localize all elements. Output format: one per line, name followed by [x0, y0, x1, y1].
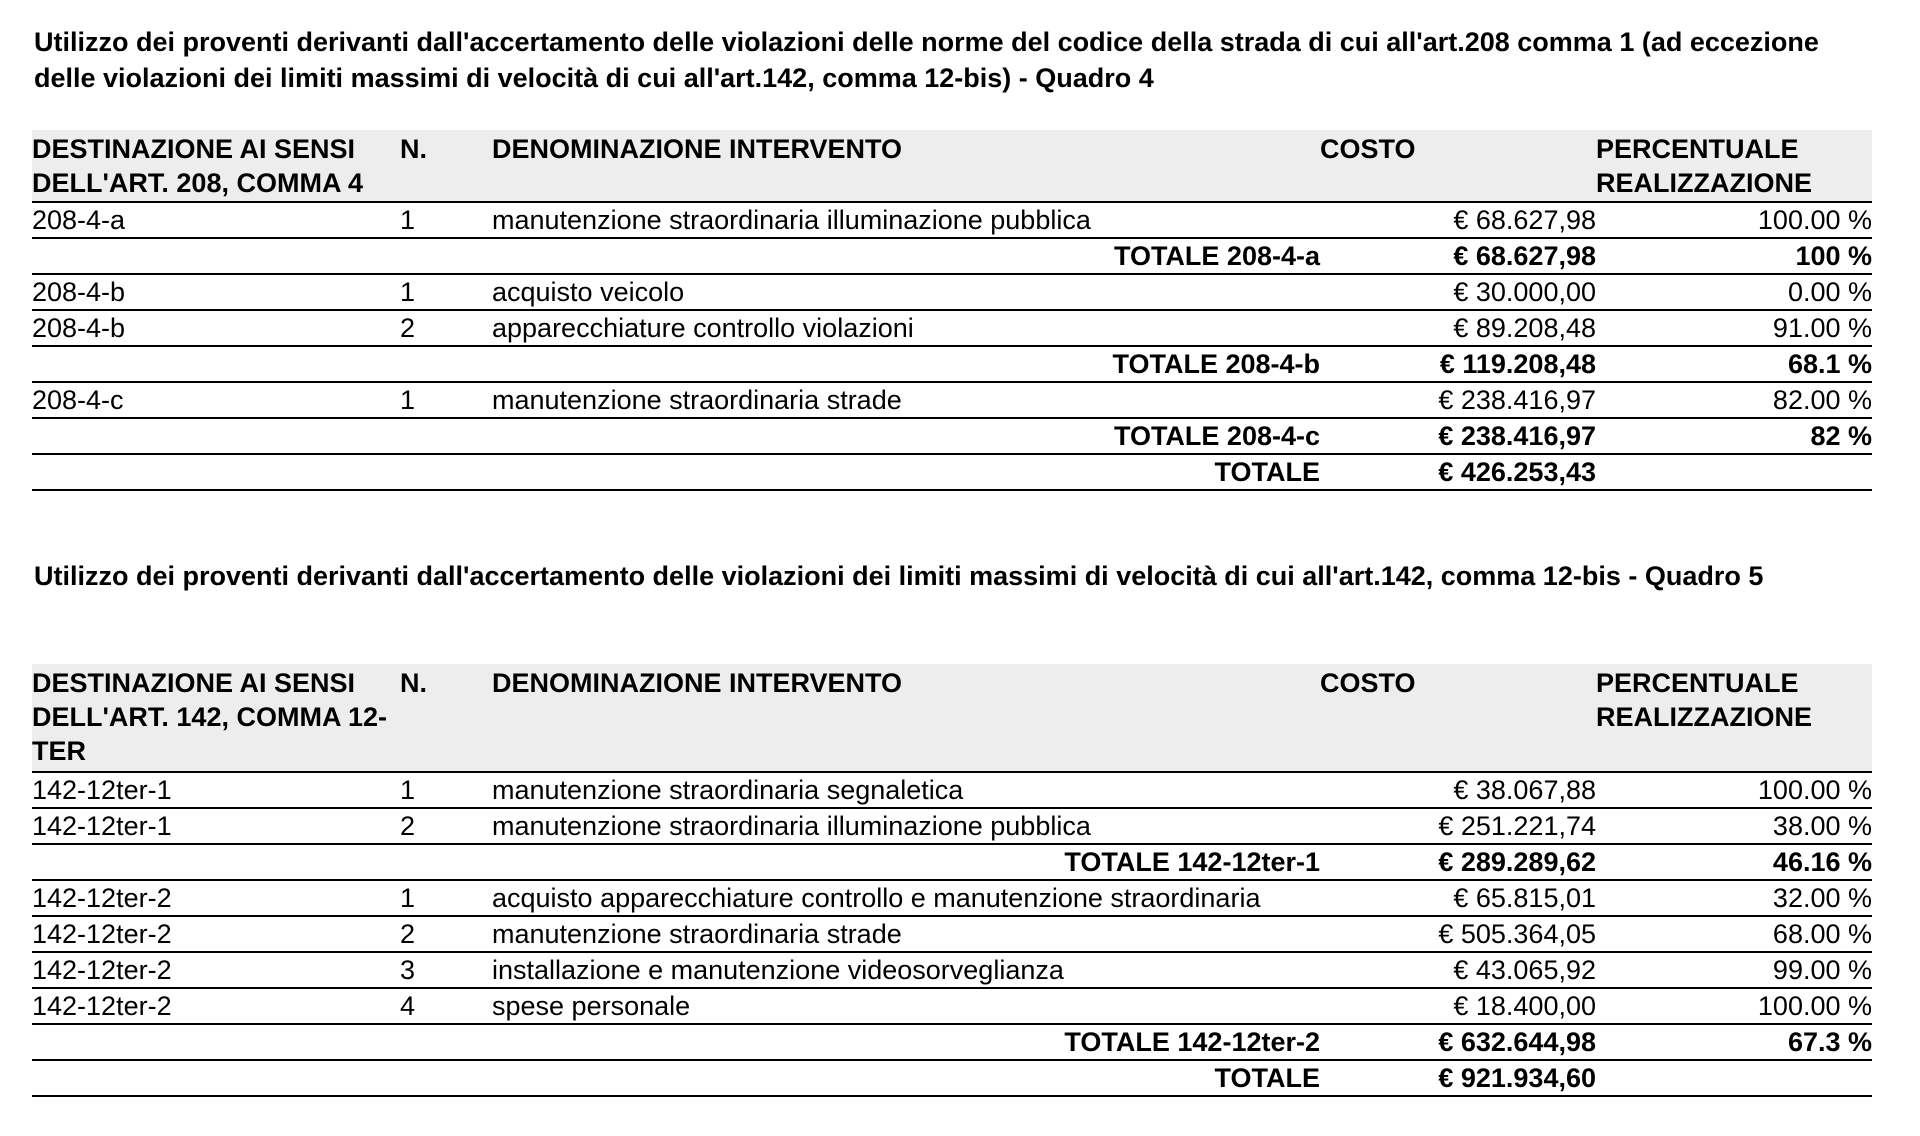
subtotal-costo: € 238.416,97: [1320, 418, 1596, 454]
cell-percentuale: 68.00 %: [1596, 916, 1872, 952]
cell-costo: € 30.000,00: [1320, 274, 1596, 310]
cell-denominazione: acquisto veicolo: [492, 274, 1320, 310]
total-empty: [1596, 454, 1872, 490]
cell-denominazione: apparecchiature controllo violazioni: [492, 310, 1320, 346]
subtotal-percentuale: 82 %: [1596, 418, 1872, 454]
cell-n: 1: [400, 382, 492, 418]
cell-destinazione: 142-12ter-2: [32, 880, 400, 916]
subtotal-costo: € 632.644,98: [1320, 1024, 1596, 1060]
header-n: N.: [400, 664, 492, 772]
subtotal-row: [32, 238, 1872, 274]
table-row: [32, 952, 1872, 988]
subtotal-label: TOTALE 142-12ter-1: [32, 844, 1320, 880]
cell-denominazione: manutenzione straordinaria segnaletica: [492, 772, 1320, 808]
cell-denominazione: manutenzione straordinaria illuminazione pubblica: [492, 202, 1320, 238]
cell-n: 3: [400, 952, 492, 988]
table-row: [32, 880, 1872, 916]
section2-title: Utilizzo dei proventi derivanti dall'accertamento delle violazioni dei limiti massimi di velocità di cui all'art.142, comma 12-bis - Quadro 5: [34, 561, 1764, 591]
cell-costo: € 68.627,98: [1320, 202, 1596, 238]
table-row: [32, 202, 1872, 238]
cell-percentuale: 38.00 %: [1596, 808, 1872, 844]
cell-denominazione: installazione e manutenzione videosorveglianza: [492, 952, 1320, 988]
cell-n: 1: [400, 274, 492, 310]
subtotal-row: [32, 346, 1872, 382]
header-percentuale: PERCENTUALE REALIZZAZIONE: [1596, 664, 1872, 772]
cell-percentuale: 99.00 %: [1596, 952, 1872, 988]
cell-destinazione: 208-4-a: [32, 202, 400, 238]
subtotal-label: TOTALE 208-4-a: [32, 238, 1320, 274]
table-row: [32, 916, 1872, 952]
subtotal-percentuale: 100 %: [1596, 238, 1872, 274]
quadro4-header-row: [32, 130, 1872, 202]
quadro5-header-row: [32, 664, 1872, 772]
cell-destinazione: 208-4-c: [32, 382, 400, 418]
table-row: [32, 274, 1872, 310]
table-row: [32, 988, 1872, 1024]
subtotal-costo: € 68.627,98: [1320, 238, 1596, 274]
subtotal-row: [32, 418, 1872, 454]
total-label: TOTALE: [32, 1060, 1320, 1096]
quadro5-table: [32, 664, 1872, 1097]
subtotal-percentuale: 46.16 %: [1596, 844, 1872, 880]
cell-denominazione: spese personale: [492, 988, 1320, 1024]
cell-n: 2: [400, 310, 492, 346]
cell-n: 1: [400, 880, 492, 916]
subtotal-label: TOTALE 142-12ter-2: [32, 1024, 1320, 1060]
cell-n: 2: [400, 808, 492, 844]
subtotal-percentuale: 67.3 %: [1596, 1024, 1872, 1060]
cell-denominazione: manutenzione straordinaria illuminazione pubblica: [492, 808, 1320, 844]
total-row: [32, 1060, 1872, 1096]
cell-denominazione: acquisto apparecchiature controllo e manutenzione straordinaria: [492, 880, 1320, 916]
cell-destinazione: 208-4-b: [32, 274, 400, 310]
table-row: [32, 772, 1872, 808]
header-costo: COSTO: [1320, 664, 1596, 772]
header-percentuale: PERCENTUALE REALIZZAZIONE: [1596, 130, 1872, 202]
cell-denominazione: manutenzione straordinaria strade: [492, 916, 1320, 952]
header-denominazione: DENOMINAZIONE INTERVENTO: [492, 664, 1320, 772]
table-row: [32, 808, 1872, 844]
cell-destinazione: 142-12ter-2: [32, 952, 400, 988]
header-n: N.: [400, 130, 492, 202]
subtotal-label: TOTALE 208-4-b: [32, 346, 1320, 382]
cell-n: 4: [400, 988, 492, 1024]
total-label: TOTALE: [32, 454, 1320, 490]
header-destinazione: DESTINAZIONE AI SENSI DELL'ART. 142, COMMA 12-TER: [32, 664, 400, 772]
header-destinazione: DESTINAZIONE AI SENSI DELL'ART. 208, COMMA 4: [32, 130, 400, 202]
cell-percentuale: 82.00 %: [1596, 382, 1872, 418]
cell-destinazione: 142-12ter-1: [32, 808, 400, 844]
cell-costo: € 18.400,00: [1320, 988, 1596, 1024]
section1-title: Utilizzo dei proventi derivanti dall'accertamento delle violazioni delle norme del codice della strada di cui all'art.208 comma 1 (ad eccezione delle violazioni dei limiti massimi di velocità di cui all'art.142, comma 12-bis) - Quadro 4: [34, 27, 1819, 93]
cell-percentuale: 100.00 %: [1596, 988, 1872, 1024]
subtotal-label: TOTALE 208-4-c: [32, 418, 1320, 454]
cell-percentuale: 100.00 %: [1596, 772, 1872, 808]
cell-destinazione: 142-12ter-2: [32, 916, 400, 952]
quadro4-table: [32, 130, 1872, 491]
cell-percentuale: 91.00 %: [1596, 310, 1872, 346]
table-row: [32, 382, 1872, 418]
cell-costo: € 238.416,97: [1320, 382, 1596, 418]
subtotal-row: [32, 1024, 1872, 1060]
cell-percentuale: 32.00 %: [1596, 880, 1872, 916]
total-row: [32, 454, 1872, 490]
cell-n: 1: [400, 202, 492, 238]
total-empty: [1596, 1060, 1872, 1096]
subtotal-costo: € 289.289,62: [1320, 844, 1596, 880]
cell-costo: € 43.065,92: [1320, 952, 1596, 988]
header-costo: COSTO: [1320, 130, 1596, 202]
cell-costo: € 65.815,01: [1320, 880, 1596, 916]
subtotal-costo: € 119.208,48: [1320, 346, 1596, 382]
total-costo: € 921.934,60: [1320, 1060, 1596, 1096]
cell-n: 1: [400, 772, 492, 808]
cell-percentuale: 0.00 %: [1596, 274, 1872, 310]
cell-costo: € 505.364,05: [1320, 916, 1596, 952]
cell-percentuale: 100.00 %: [1596, 202, 1872, 238]
cell-destinazione: 142-12ter-1: [32, 772, 400, 808]
cell-costo: € 89.208,48: [1320, 310, 1596, 346]
subtotal-row: [32, 844, 1872, 880]
subtotal-percentuale: 68.1 %: [1596, 346, 1872, 382]
cell-costo: € 38.067,88: [1320, 772, 1596, 808]
total-costo: € 426.253,43: [1320, 454, 1596, 490]
table-row: [32, 310, 1872, 346]
cell-destinazione: 142-12ter-2: [32, 988, 400, 1024]
cell-denominazione: manutenzione straordinaria strade: [492, 382, 1320, 418]
cell-destinazione: 208-4-b: [32, 310, 400, 346]
cell-n: 2: [400, 916, 492, 952]
header-denominazione: DENOMINAZIONE INTERVENTO: [492, 130, 1320, 202]
cell-costo: € 251.221,74: [1320, 808, 1596, 844]
